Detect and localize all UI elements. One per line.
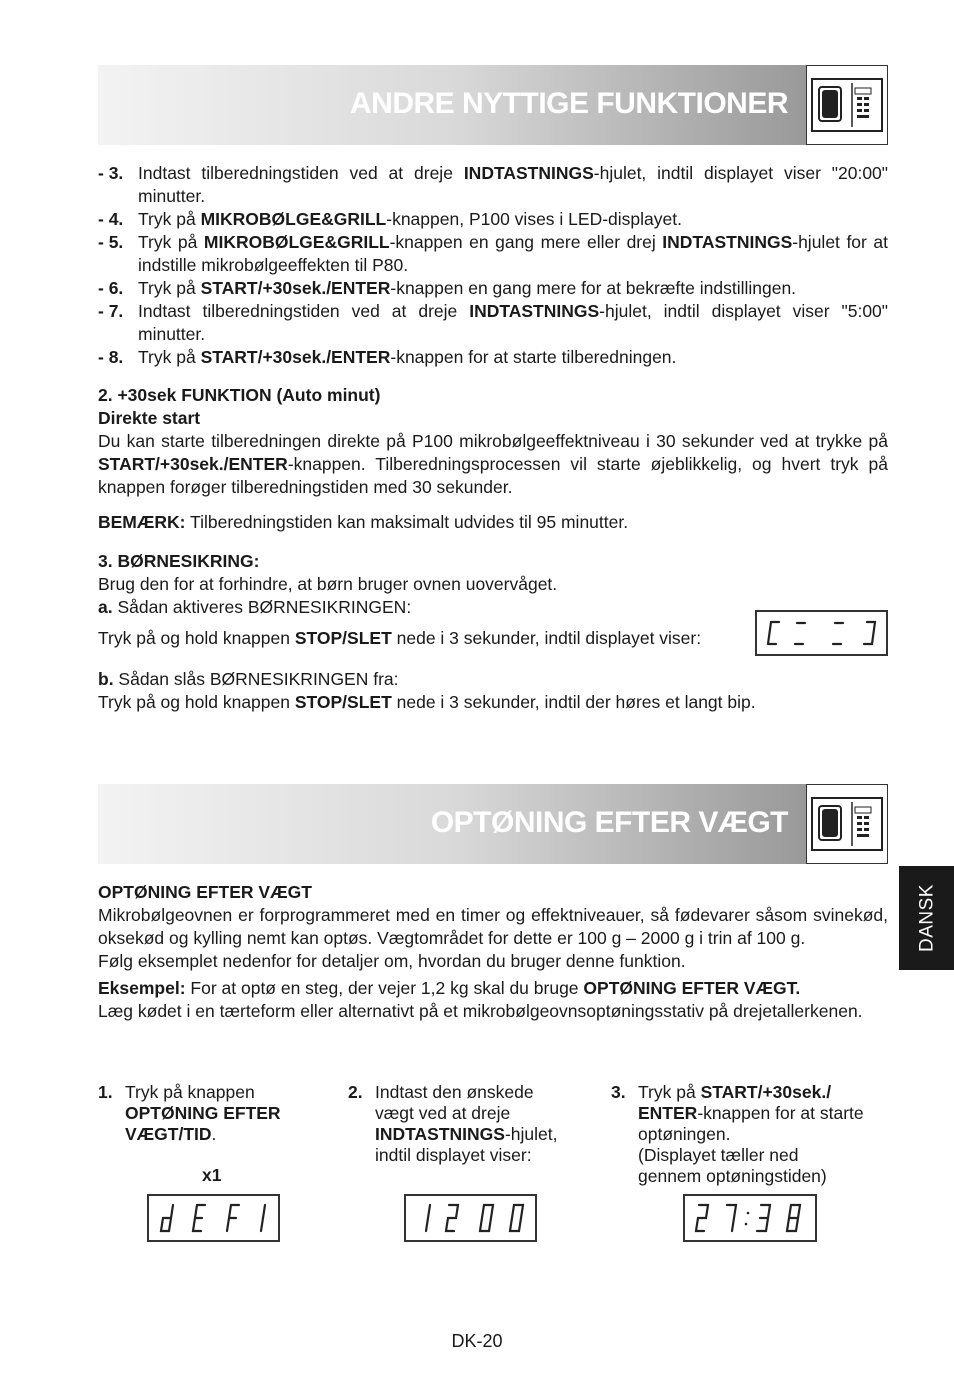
steps-list (98, 162, 888, 369)
section-heading: 2. +30sek FUNKTION (Auto minut) (98, 385, 381, 405)
step-bold: MIKROBØLGE&GRILL (203, 232, 390, 252)
step-bold: INDTASTNINGS (463, 163, 594, 183)
list-item (98, 300, 888, 346)
lcd-display-weight (404, 1194, 537, 1242)
step-text: -hjulet, indtil displayet viser "5:00" minutter. (138, 301, 889, 344)
step-number: - 7. (98, 301, 124, 321)
banner-title: OPTØNING EFTER VÆGT (430, 806, 788, 839)
lcd-display-def1 (147, 1194, 280, 1242)
step-bold: INDTASTNINGS (469, 301, 600, 321)
section-paragraph: Mikrobølgeovnen er forprogrammeret med en timer og effektniveauer, så fødevarer såsom svinekød, oksekød og kylling nemt kan optøs. Vægtområdet for dette er 100 g – 2000 g i trin af 100 g. (98, 905, 888, 948)
step-text: Tryk på (138, 209, 201, 229)
microwave-icon (806, 65, 888, 145)
step-text: Tryk på (138, 278, 201, 298)
list-item (98, 277, 888, 300)
section-defrost-by-weight (98, 881, 888, 1023)
list-item (98, 231, 888, 277)
step-number: - 3. (98, 163, 124, 183)
step-text: -knappen, P100 vises i LED-displayet. (386, 209, 682, 229)
section-subheading: Direkte start (98, 408, 201, 428)
step-text: Indtast tilberedningstiden ved at dreje (138, 301, 470, 321)
step-text: -hjulet, indtil displayet viser "20:00" minutter. (138, 163, 889, 206)
section-paragraph: Læg kødet i en tærteform eller alternativt på et mikrobølgeovnsoptøningsstativ på drejetallerkenen. (98, 1001, 863, 1021)
sub-item-b: b. Sådan slås BØRNESIKRINGEN fra: (98, 669, 399, 689)
section-heading: OPTØNING EFTER VÆGT (98, 882, 312, 902)
step-bold: START/+30sek./ENTER (200, 347, 391, 367)
lcd-display-time (683, 1194, 817, 1242)
language-tab (899, 866, 954, 970)
step-text: Indtast tilberedningstiden ved at dreje (138, 163, 464, 183)
sub-item-a: a. Sådan aktiveres BØRNESIKRINGEN: (98, 597, 412, 617)
section-paragraph: Følg eksemplet nedenfor for detaljer om, hvordan du bruger denne funktion. (98, 951, 686, 971)
step-bold: MIKROBØLGE&GRILL (200, 209, 387, 229)
sub-item-a-text: Tryk på og hold knappen STOP/SLET nede i 3 sekunder, indtil displayet viser: (98, 628, 702, 648)
banner-title: ANDRE NYTTIGE FUNKTIONER (350, 87, 788, 120)
step-number: - 8. (98, 347, 124, 367)
list-item (98, 208, 888, 231)
step-text: Tryk på (138, 232, 204, 252)
step-number: - 6. (98, 278, 124, 298)
example: Eksempel: For at optø en steg, der vejer 1,2 kg skal du bruge OPTØNING EFTER VÆGT. (98, 978, 801, 998)
step-text: -hjulet for at indstille mikrobølgeeffekten til P80. (138, 232, 888, 275)
lcd-display-child-lock (755, 610, 888, 656)
section-heading: 3. BØRNESIKRING: (98, 551, 260, 571)
section-paragraph: Du kan starte tilberedningen direkte på P100 mikrobølgeeffektniveau i 30 sekunder ved at trykke på START/+30sek./ENTER-knappen. Tilberedningsprocessen vil starte øjeblikkelig, og hvert tryk på knappen forøger tilberedningstiden med 30 sekunder. (98, 431, 888, 497)
note: BEMÆRK: Tilberedningstiden kan maksimalt udvides til 95 minutter. (98, 512, 629, 532)
step-text: -knappen for at starte tilberedningen. (390, 347, 677, 367)
microwave-icon (806, 784, 888, 864)
step-bold: START/+30sek./ENTER (200, 278, 391, 298)
section-banner-optoning-efter-vaegt (98, 784, 888, 864)
section-banner-andre-nyttige-funktioner (98, 65, 888, 145)
sub-item-b-text: Tryk på og hold knappen STOP/SLET nede i 3 sekunder, indtil der høres et langt bip. (98, 692, 756, 712)
language-tab-label: DANSK (916, 884, 937, 952)
step-number: - 5. (98, 232, 124, 252)
step-text: -knappen en gang mere eller drej (389, 232, 663, 252)
list-item (98, 162, 888, 208)
press-count: x1 (202, 1165, 222, 1185)
step-text: -knappen en gang mere for at bekræfte indstillingen. (390, 278, 797, 298)
step-bold: INDTASTNINGS (662, 232, 793, 252)
section-auto-minute (98, 384, 888, 534)
list-item (98, 346, 888, 369)
page-number: DK-20 (451, 1331, 503, 1351)
step-text: Tryk på (138, 347, 201, 367)
step-number: - 4. (98, 209, 124, 229)
section-paragraph: Brug den for at forhindre, at børn bruger ovnen uovervåget. (98, 574, 558, 594)
